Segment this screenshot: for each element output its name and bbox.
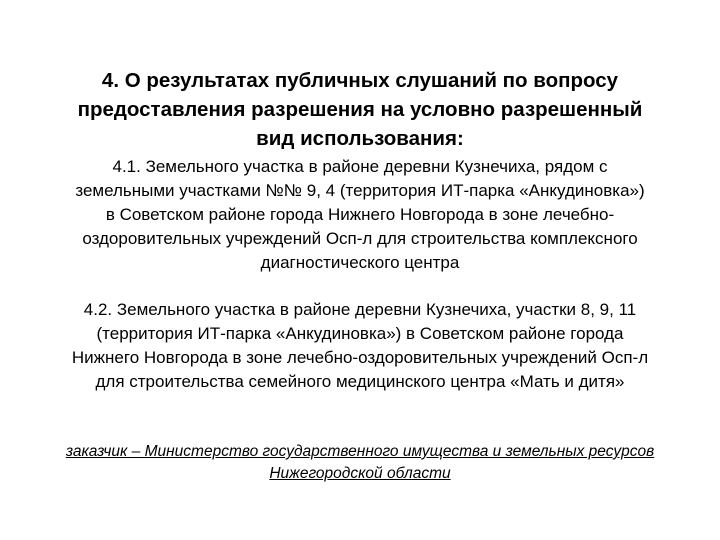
item-4-1-paragraph (0, 155, 720, 275)
paragraph-line: Нижнего Новгорода в зоне лечебно-оздоровительных учреждений Осп-л (71, 348, 649, 367)
paragraph-line: диагностического центра (260, 253, 460, 272)
paragraph-line: (территория ИТ-парка «Анкудиновка») в Советском районе города (96, 324, 624, 343)
paragraph-line: для строительства семейного медицинского центра «Мать и дитя» (95, 372, 625, 391)
heading-line: 4. О результатах публичных слушаний по вопросу (101, 69, 619, 92)
heading-line: предоставления разрешения на условно разрешенный (77, 98, 643, 121)
paragraph-line: 4.1. Земельного участка в районе деревни Кузнечиха, рядом с (112, 157, 608, 176)
client-note (0, 441, 720, 485)
item-4-2-paragraph (0, 298, 720, 394)
paragraph-line: в Советском районе города Нижнего Новгорода в зоне лечебно- (105, 205, 615, 224)
client-line: заказчик – Министерство государственного имущества и земельных ресурсов (65, 443, 655, 460)
paragraph-line: 4.2. Земельного участка в районе деревни Кузнечиха, участки 8, 9, 11 (83, 300, 637, 319)
paragraph-line: земельными участками №№ 9, 4 (территория ИТ-парка «Анкудиновка») (75, 181, 645, 200)
slide-heading (0, 66, 720, 153)
heading-line: вид использования: (256, 127, 464, 150)
client-line: Нижегородской области (269, 465, 451, 482)
paragraph-line: оздоровительных учреждений Осп-л для строительства комплексного (82, 229, 638, 248)
